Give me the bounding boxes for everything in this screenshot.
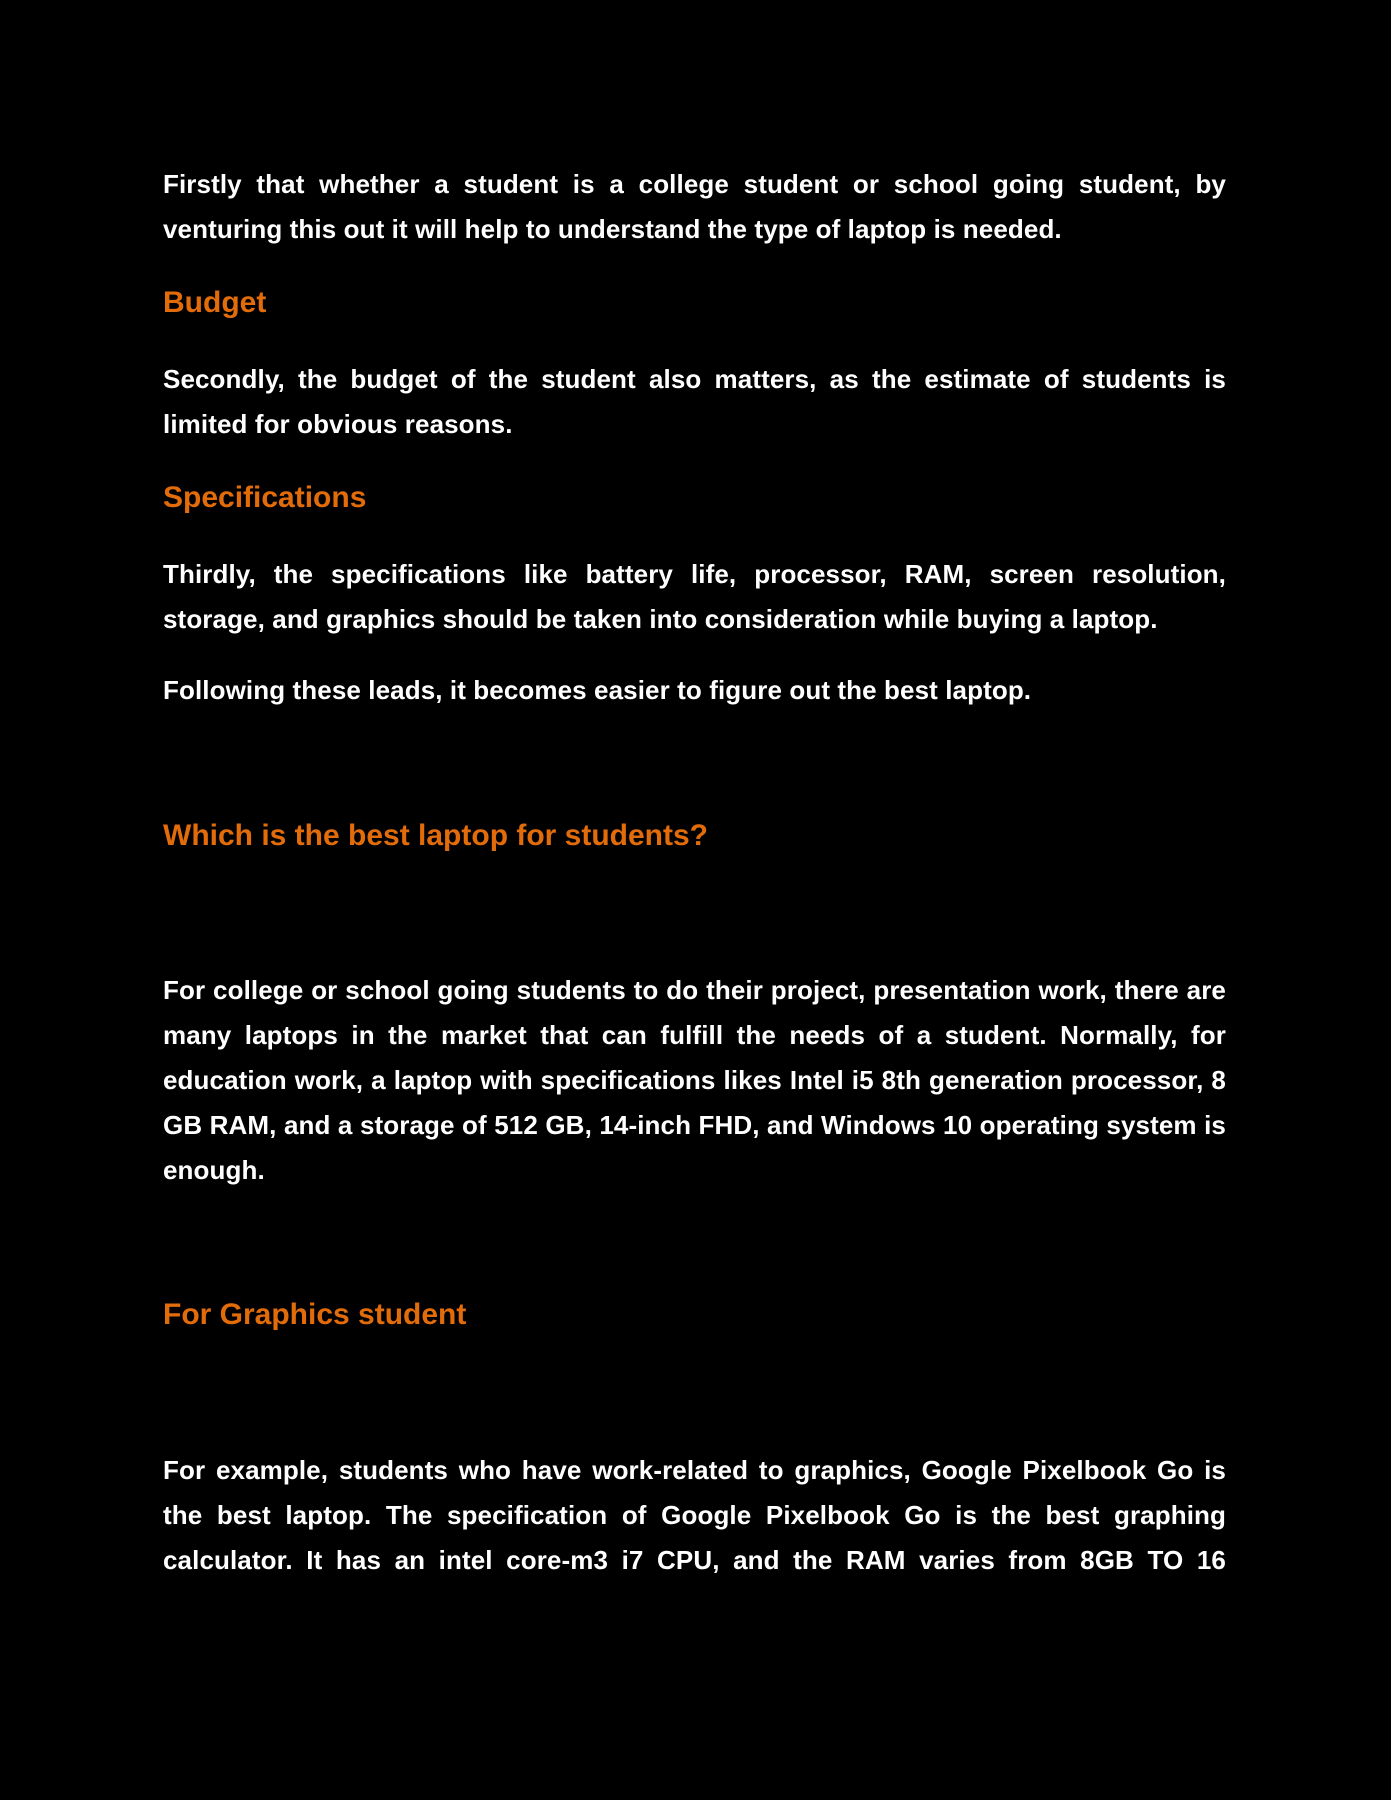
best-laptop-heading: Which is the best laptop for students? [163,819,709,852]
intro-paragraph: Firstly that whether a student is a college student or school going student, by venturing this out it will help to understand the type of laptop is needed. [163,169,1226,244]
specifications-paragraph: Thirdly, the specifications like battery life, processor, RAM, screen resolution, storage, and graphics should be taken into consideration while buying a laptop. [163,559,1226,634]
leads-paragraph: Following these leads, it becomes easier to figure out the best laptop. [163,675,1032,705]
budget-paragraph: Secondly, the budget of the student also matters, as the estimate of students is limited for obvious reasons. [163,364,1226,439]
graphics-heading: For Graphics student [163,1298,467,1331]
budget-heading: Budget [163,286,267,319]
graphics-paragraph: For example, students who have work-related to graphics, Google Pixelbook Go is the best laptop. The specification of Google Pixelbook Go is the best graphing calculator. It has an intel core-m3 i7 CPU, and the RAM varies from 8GB TO 16 [163,1455,1226,1575]
best-laptop-paragraph: For college or school going students to do their project, presentation work, there are many laptops in the market that can fulfill the needs of a student. Normally, for education work, a laptop with specifications likes Intel i5 8th generation processor, 8 GB RAM, and a storage of 512 GB, 14-inch FHD, and Windows 10 operating system is enough. [163,975,1226,1185]
specifications-heading: Specifications [163,481,367,514]
